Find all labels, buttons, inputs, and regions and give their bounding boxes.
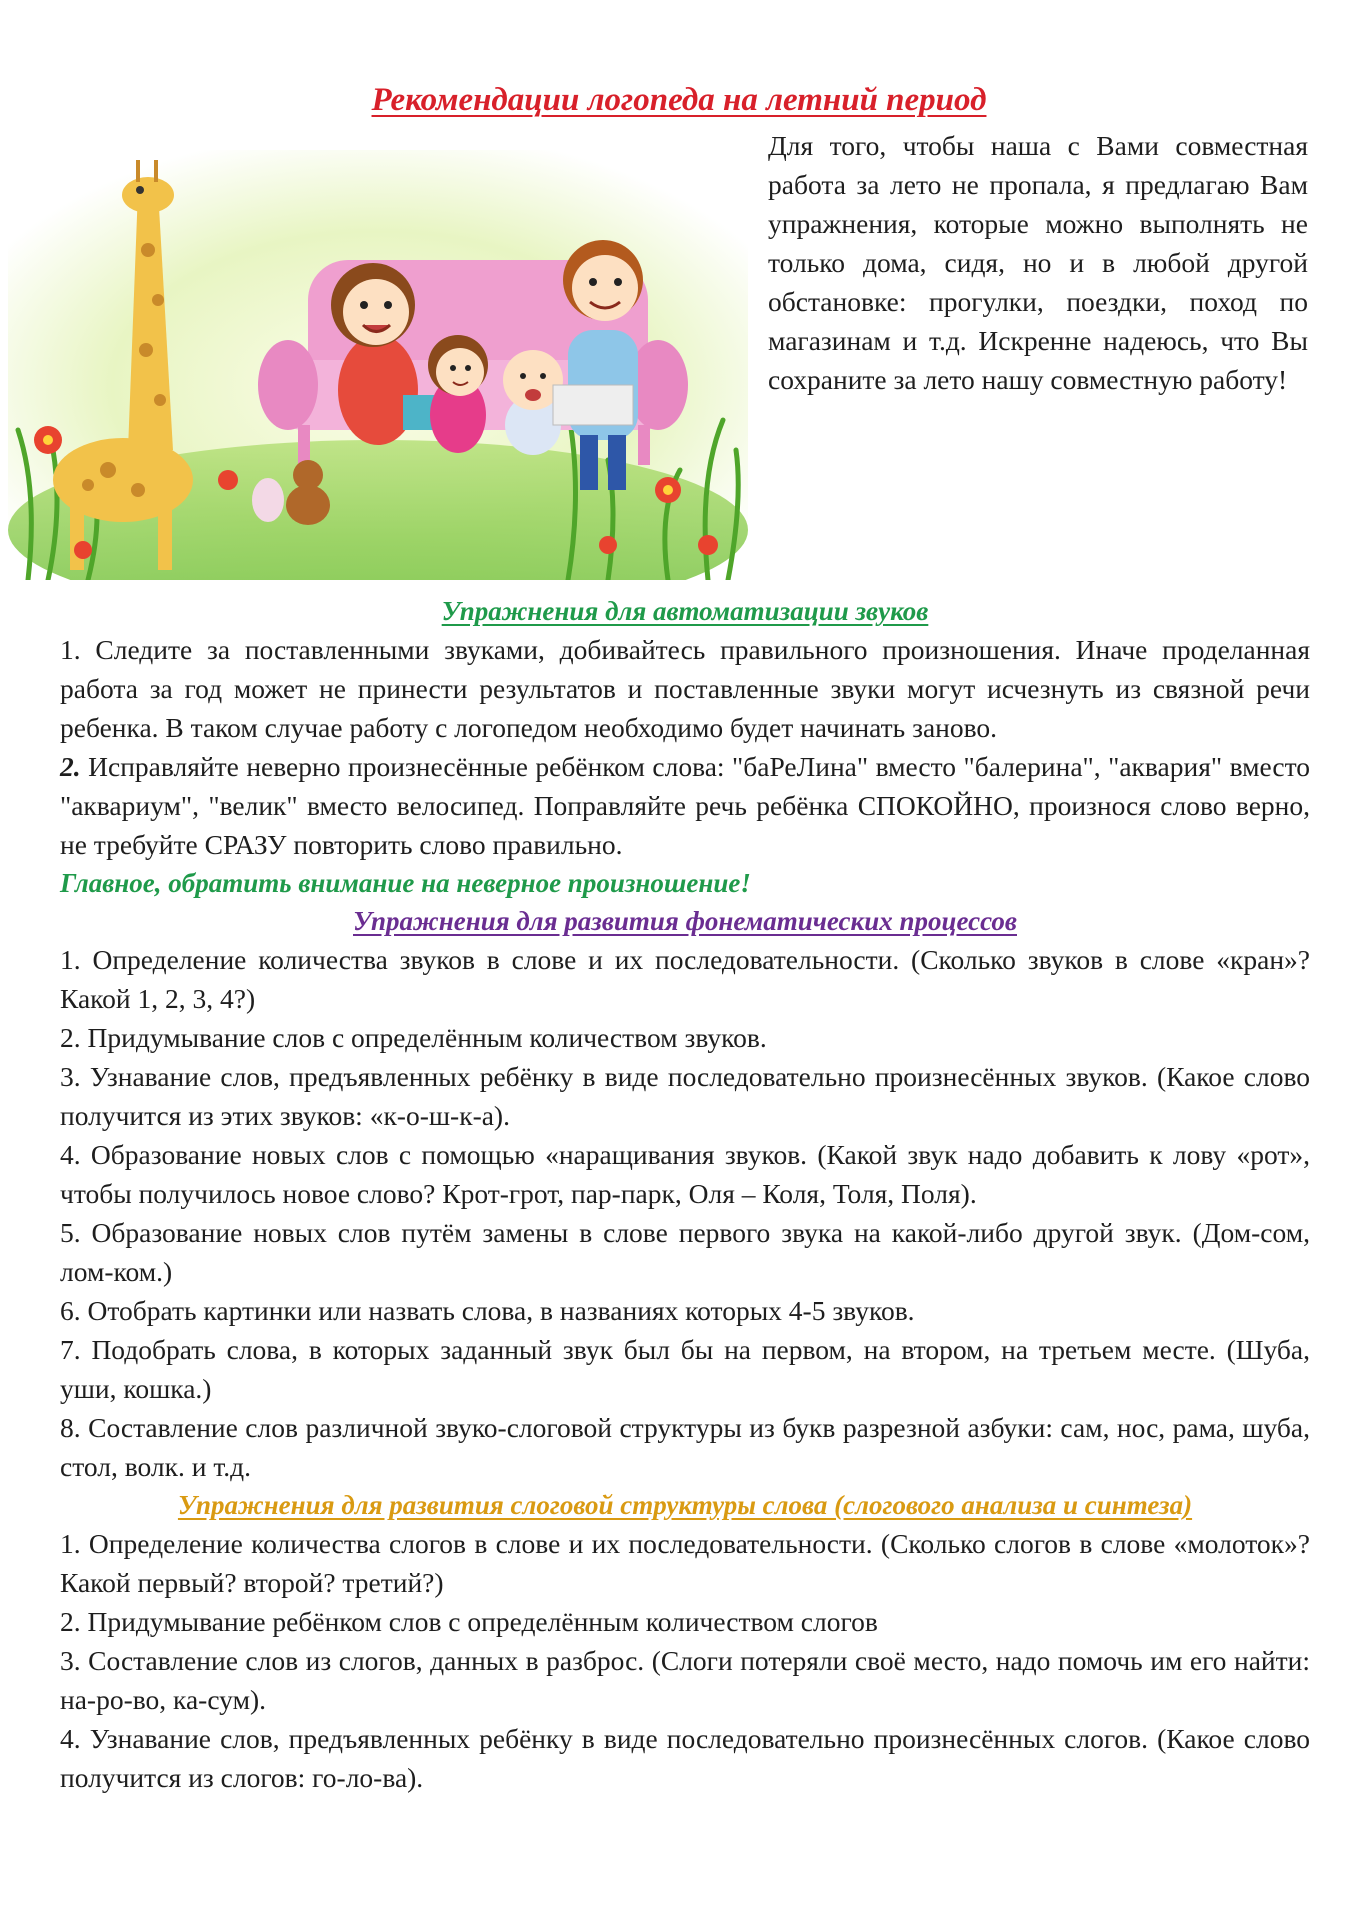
family-on-sofa-illustration	[8, 150, 748, 580]
section-title-phonemic: Упражнения для развития фонематических процессов	[353, 906, 1017, 936]
list-item: 2. Придумывание ребёнком слов с определённым количеством слогов	[60, 1606, 878, 1637]
list-item: 5. Образование новых слов путём замены в слове первого звука на какой-либо другой звук. (Дом-сом, лом-ком.)	[60, 1217, 1310, 1287]
important-note: Главное, обратить внимание на неверное произношение!	[60, 868, 751, 898]
section1-item-1: 1. Следите за поставленными звуками, добивайтесь правильного произношения. Иначе проделанная работа за год может не принести результатов и поставленные звуки могут исчезнуть из связной речи ребенка. В таком случае работу с логопедом необходимо будет начинать заново.	[60, 634, 1310, 743]
list-item: 7. Подобрать слова, в которых заданный звук был бы на первом, на втором, на третьем месте. (Шуба, уши, кошка.)	[60, 1334, 1310, 1404]
section1-item-2	[60, 747, 1310, 864]
section1-item-2-text: Исправляйте неверно произнесённые ребёнком слова: "баРеЛина" вместо "балерина", "аквария" вместо "аквариум", "велик" вместо велосипед. Поправляйте речь ребёнка СПОКОЙНО, произнося слово верно, не требуйте СРАЗУ повторить слово правильно.	[60, 751, 1311, 860]
list-item: 3. Составление слов из слогов, данных в разброс. (Слоги потеряли своё место, надо помочь им его найти: на-ро-во, ка-сум).	[60, 1645, 1310, 1715]
list-item: 3. Узнавание слов, предъявленных ребёнку в виде последовательно произнесённых звуков. (Какое слово получится из этих звуков: «к-о-ш-к-а).	[60, 1061, 1310, 1131]
main-content	[60, 592, 1310, 1797]
list-item: 4. Образование новых слов с помощью «наращивания звуков. (Какой звук надо добавить к лову «рот», чтобы получилось новое слово? Крот-грот, пар-парк, Оля – Коля, Толя, Поля).	[60, 1139, 1310, 1209]
intro-paragraph: Для того, чтобы наша с Вами совместная работа за лето не пропала, я предлагаю Вам упражнения, которые можно выполнять не только дома, сидя, но и в любой другой обстановке: прогулки, поездки, поход по магазинам и т.д. Искренне надеюсь, что Вы сохраните за лето нашу совместную работу!	[768, 130, 1308, 395]
section-title-sound-automation: Упражнения для автоматизации звуков	[441, 596, 929, 626]
list-item: 1. Определение количества звуков в слове и их последовательности. (Сколько звуков в слове «кран»? Какой 1, 2, 3, 4?)	[60, 944, 1310, 1014]
list-item: 6. Отобрать картинки или назвать слова, в названиях которых 4-5 звуков.	[60, 1295, 915, 1326]
item-number: 2.	[60, 751, 81, 782]
list-item: 4. Узнавание слов, предъявленных ребёнку в виде последовательно произнесённых слогов. (Какое слово получится из слогов: го-ло-ва).	[60, 1723, 1310, 1793]
page-title: Рекомендации логопеда на летний период	[371, 82, 987, 118]
list-item: 2. Придумывание слов с определённым количеством звуков.	[60, 1022, 767, 1053]
list-item: 8. Составление слов различной звуко-слоговой структуры из букв разрезной азбуки: сам, нос, рама, шуба, стол, волк. и т.д.	[60, 1412, 1310, 1482]
list-item: 1. Определение количества слогов в слове и их последовательности. (Сколько слогов в слове «молоток»? Какой первый? второй? третий?)	[60, 1528, 1310, 1598]
section-title-syllable-structure: Упражнения для развития слоговой структуры слова (слогового анализа и синтеза)	[177, 1490, 1193, 1520]
